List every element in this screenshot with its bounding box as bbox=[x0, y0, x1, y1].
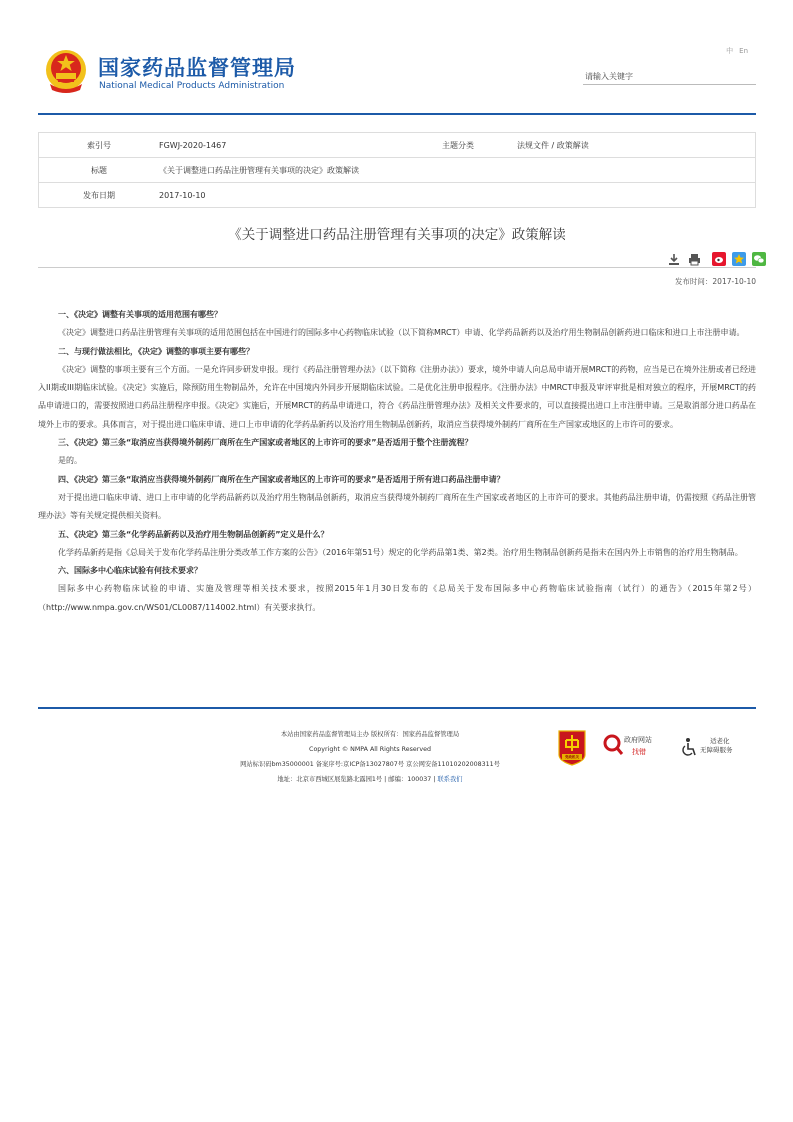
accessibility-line2: 无障碍服务 bbox=[700, 746, 733, 754]
meta-row bbox=[39, 133, 756, 158]
date-value: 2017-10-10 bbox=[159, 183, 756, 208]
site-header bbox=[38, 40, 756, 112]
index-label: 索引号 bbox=[39, 133, 160, 158]
accessibility-service[interactable] bbox=[680, 737, 760, 763]
language-switch bbox=[720, 46, 748, 56]
paragraph: 《决定》调整进口药品注册管理有关事项的适用范围包括在中国进行的国际多中心药物临床试验（以下简称MRCT）申请、化学药品新药以及治疗用生物制品创新药进口临床和进口上市注册申请。 bbox=[58, 328, 745, 338]
gov-error-label: 找错 bbox=[632, 748, 646, 756]
magnifier-icon bbox=[602, 733, 624, 757]
publish-time: 发布时间：2017-10-10 bbox=[674, 277, 756, 286]
site-footer bbox=[200, 727, 540, 787]
section-heading: 二、与现行做法相比，《决定》调整的事项主要有哪些？ bbox=[58, 346, 254, 356]
gov-website-error-report[interactable] bbox=[602, 733, 664, 761]
header-divider bbox=[38, 113, 756, 115]
paragraph: 是的。 bbox=[58, 456, 82, 466]
search-input[interactable] bbox=[583, 67, 747, 86]
article-tools bbox=[668, 251, 766, 265]
section-heading: 一、《决定》调整有关事项的适用范围有哪些？ bbox=[58, 310, 222, 319]
accessibility-label bbox=[700, 737, 733, 755]
site-title-en[interactable]: National Medical Products Administration bbox=[99, 81, 285, 91]
article-body bbox=[38, 306, 756, 617]
section-heading: 六、国际多中心临床试验有何技术要求？ bbox=[58, 566, 202, 576]
footer-copyright: Copyright © NMPA All Rights Reserved bbox=[309, 746, 431, 753]
section-heading: 四、《决定》第三条“取消应当获得境外制药厂商所在生产国家或者地区的上市许可的要求”是否适用于所有进口药品注册申请？ bbox=[58, 474, 505, 484]
footer-registration: 网站标识码bm35000001 备案序号:京ICP备13027807号 京公网安备11010202008311号 bbox=[240, 761, 500, 768]
national-emblem-icon[interactable] bbox=[44, 48, 88, 94]
accessibility-line1: 适老化 bbox=[710, 737, 730, 745]
category-value: 法规文件 / 政策解读 bbox=[517, 133, 756, 158]
badge-text: 党政机关 bbox=[565, 755, 579, 759]
footer-address-text: 地址：北京市西城区展览路北露园1号 | 邮编：100037 | bbox=[277, 776, 436, 783]
section-heading: 五、《决定》第三条“化学药品新药以及治疗用生物制品创新药”定义是什么？ bbox=[58, 529, 329, 539]
article-title: 《关于调整进口药品注册管理有关事项的决定》政策解读 bbox=[228, 227, 566, 243]
party-gov-badge[interactable] bbox=[557, 729, 587, 766]
title-value: 《关于调整进口药品注册管理有关事项的决定》政策解读 bbox=[159, 158, 756, 183]
gov-website-label: 政府网站 bbox=[624, 736, 652, 744]
search-box bbox=[583, 64, 756, 85]
title-divider bbox=[38, 267, 756, 268]
date-label: 发布日期 bbox=[39, 183, 160, 208]
paragraph: 国际多中心药物临床试验的申请、实施及管理等相关技术要求，按照2015年1月30日发布的《总局关于发布国际多中心药物临床试验指南（试行）的通告》（2015年第2号）（http://www.nmpa.gov.cn/WS01/CL0087/114002.html）有关要求执行。 bbox=[38, 584, 756, 612]
footer-divider bbox=[38, 707, 756, 709]
meta-row bbox=[39, 183, 756, 208]
lang-en-link[interactable]: En bbox=[739, 47, 748, 55]
category-label: 主题分类 bbox=[399, 133, 517, 158]
document-meta-table bbox=[38, 132, 756, 208]
section-heading: 三、《决定》第三条“取消应当获得境外制药厂商所在生产国家或者地区的上市许可的要求”是否适用于整个注册流程？ bbox=[58, 438, 473, 448]
footer-sponsor: 本站由国家药品监督管理局主办 版权所有：国家药品监督管理局 bbox=[280, 731, 460, 738]
lang-cn-link[interactable]: 中 bbox=[726, 47, 734, 55]
title-label: 标题 bbox=[39, 158, 160, 183]
site-title-cn[interactable]: 国家药品监督管理局 bbox=[98, 56, 296, 80]
index-value: FGWJ-2020-1467 bbox=[159, 133, 399, 158]
paragraph: 对于提出进口临床申请、进口上市申请的化学药品新药以及治疗用生物制品创新药，取消应当获得境外制药厂商所在生产国家或者地区的上市许可的要求。其他药品注册申请，仍需按照《药品注册管理办法》等有关规定提供相关资料。 bbox=[38, 492, 756, 521]
footer-address bbox=[200, 772, 540, 787]
meta-row bbox=[39, 158, 756, 183]
accessibility-icon bbox=[680, 737, 698, 757]
contact-us-link[interactable]: 联系我们 bbox=[437, 776, 463, 783]
paragraph: 《决定》调整的事项主要有三个方面。一是允许同步研发申报。现行《药品注册管理办法》（以下简称《注册办法》）要求，境外申请人向总局申请开展MRCT的药物，应当是已在境外注册或者已经进入II期或III期临床试验。《决定》实施后，除预防用生物制品外，允许在中国境内外同步开展期临床试验。二是优化注册申报程序。《注册办法》中MRCT申报及审评审批是相对独立的程序，开展MRCT的药品申请进口的，需要按照进口药品注册程序申报。《决定》实施后，开展MRCT的药品申请进口，符合《药品注册管理办法》及相关文件要求的，可以直接提出进口上市注册申请。三是取消部分进口药品在境外上市的要求。具体而言，对于提出进口临床申请、进口上市申请的化学药品新药以及治疗用生物制品创新药，取消应当获得境外制药厂商所在生产国家或地区的上市许可的要求。 bbox=[38, 364, 756, 429]
paragraph: 化学药品新药是指《总局关于发布化学药品注册分类改革工作方案的公告》（2016年第51号）规定的化学药品第1类、第2类。治疗用生物制品创新药是指未在国内外上市销售的治疗用生物制品。 bbox=[58, 547, 743, 557]
